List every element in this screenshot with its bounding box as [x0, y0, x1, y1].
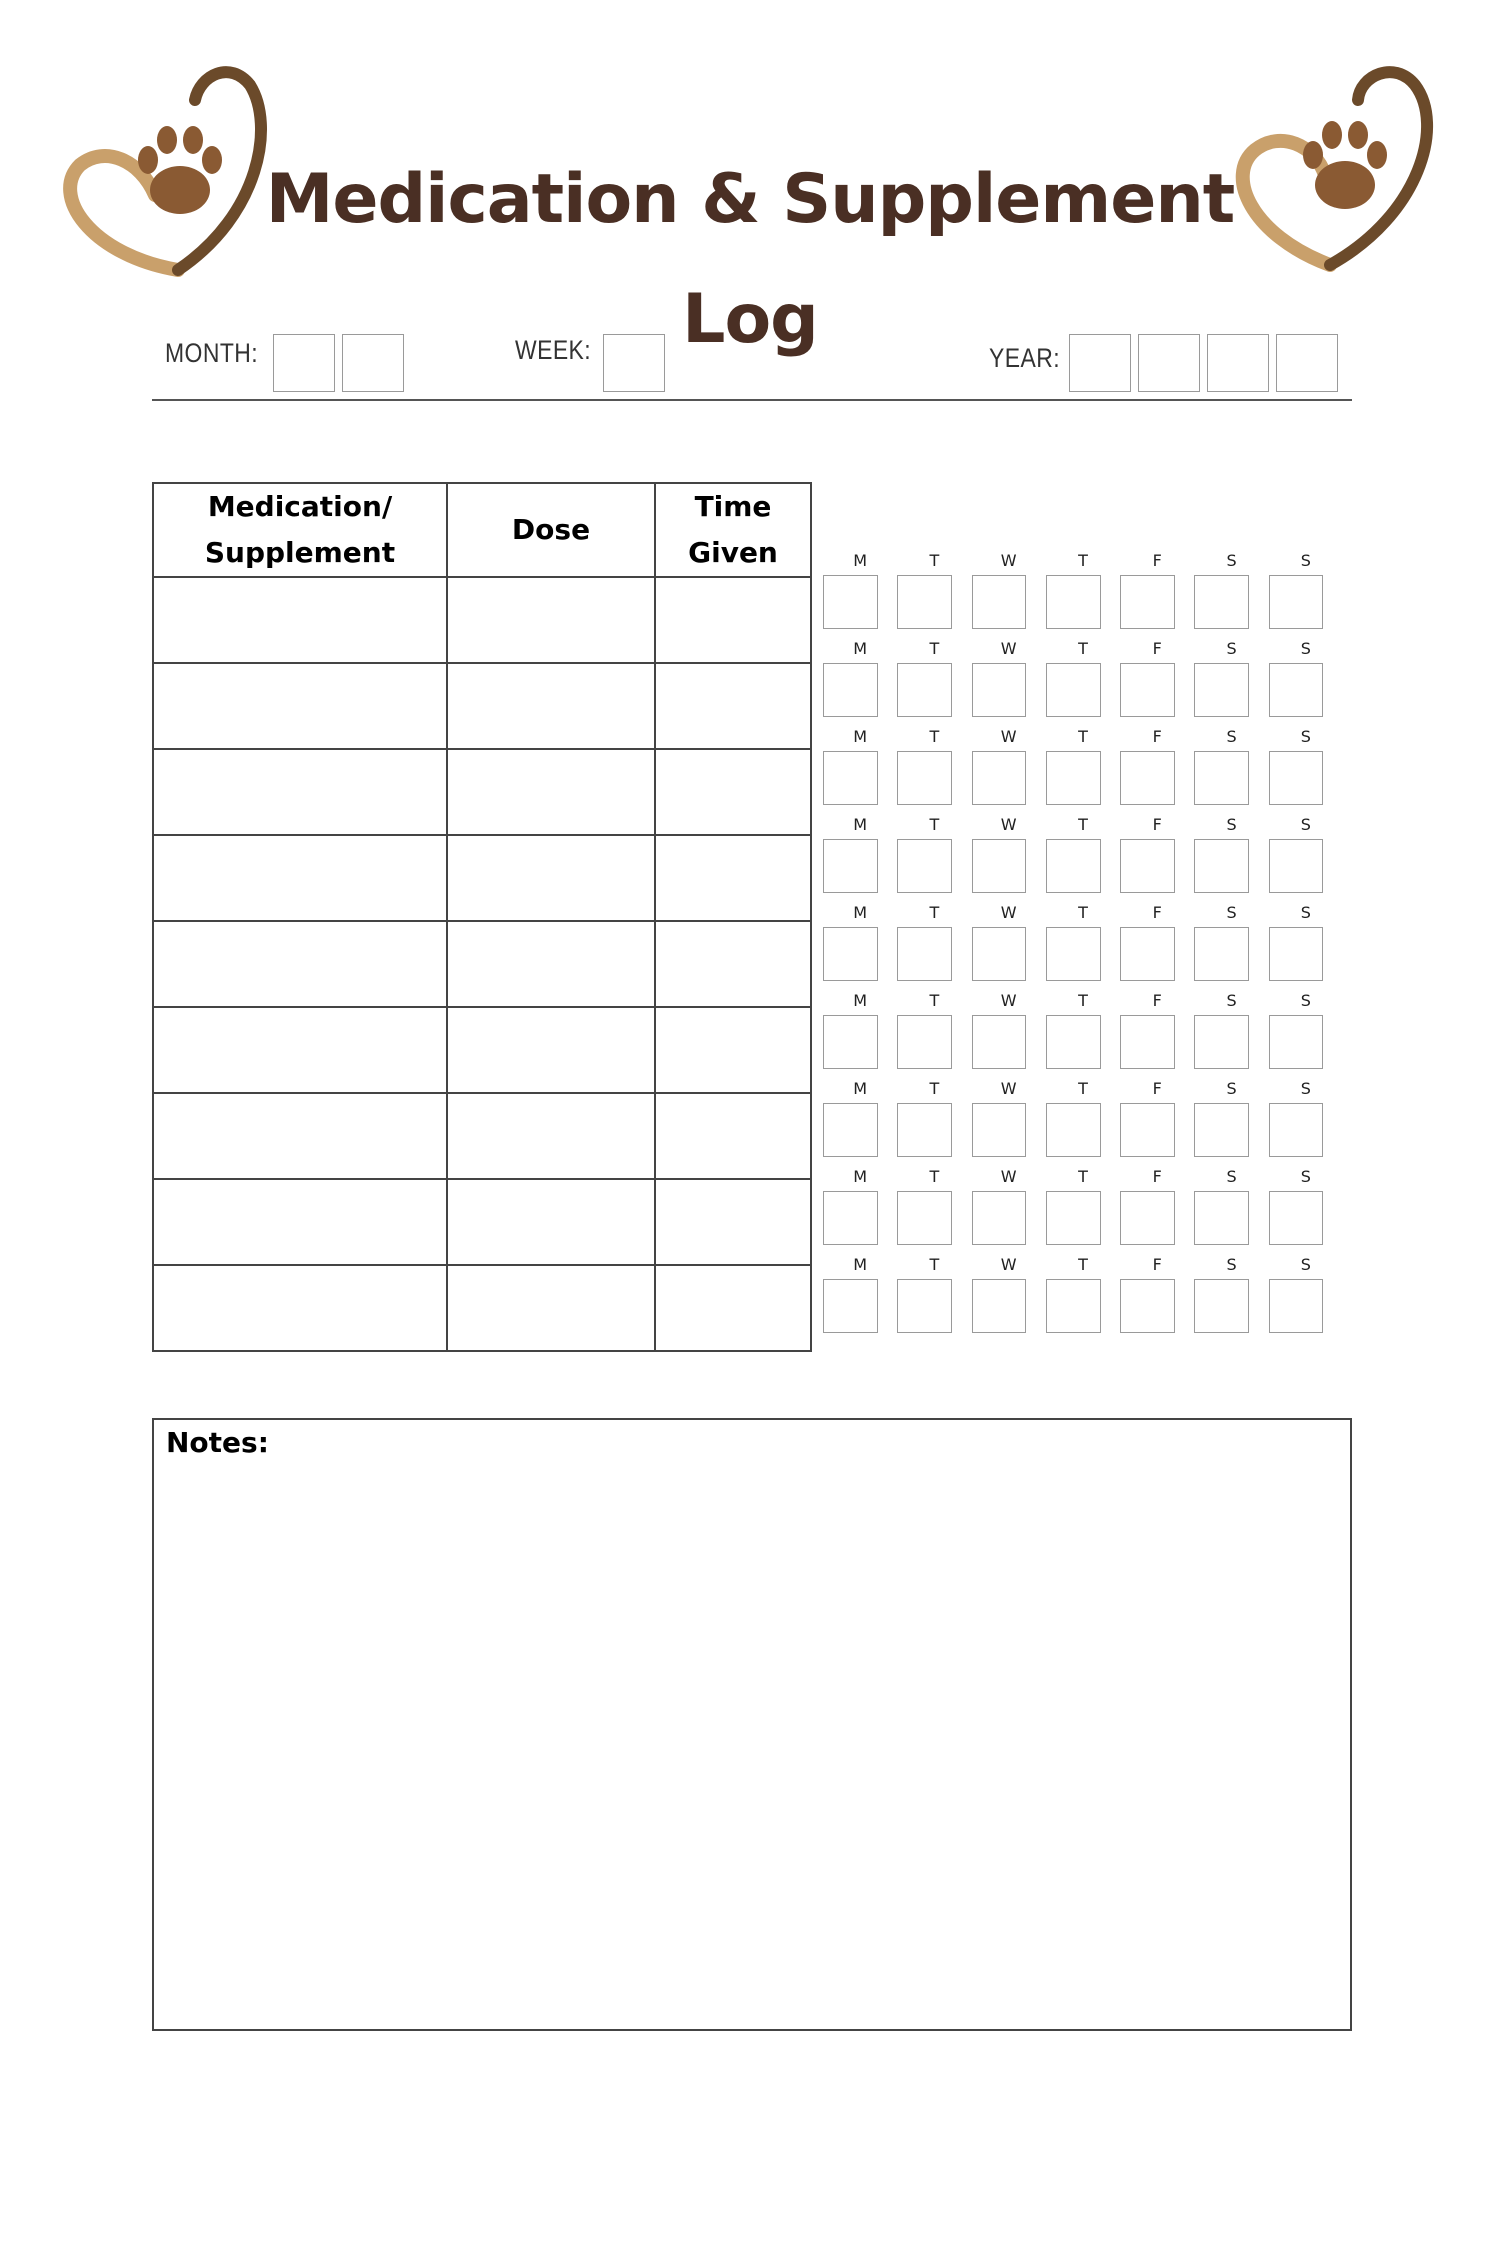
time-cell[interactable]	[655, 1179, 811, 1265]
dose-cell[interactable]	[447, 921, 655, 1007]
day-checkbox[interactable]	[1269, 1015, 1324, 1069]
day-checkbox[interactable]	[1194, 663, 1249, 717]
day-checkboxes	[823, 575, 1343, 631]
day-checkboxes	[823, 663, 1343, 719]
medication-cell[interactable]	[153, 1265, 447, 1351]
table-row	[153, 835, 811, 921]
day-letter: F	[1152, 1255, 1162, 1274]
day-checkbox[interactable]	[897, 1015, 952, 1069]
time-cell[interactable]	[655, 577, 811, 663]
day-checkbox[interactable]	[1269, 663, 1324, 717]
day-letter: M	[853, 639, 868, 658]
tracker-row	[823, 547, 1343, 635]
day-checkbox[interactable]	[1046, 1191, 1101, 1245]
day-checkbox[interactable]	[823, 663, 878, 717]
day-letters	[823, 1075, 1343, 1103]
year-box-3[interactable]	[1207, 334, 1269, 392]
day-checkbox[interactable]	[1046, 1279, 1101, 1333]
day-letter: S	[1300, 991, 1311, 1010]
header-medication-line1: Medication/	[207, 490, 393, 523]
table-row	[153, 921, 811, 1007]
day-letter: F	[1152, 991, 1162, 1010]
day-letter: S	[1300, 815, 1311, 834]
dose-cell[interactable]	[447, 1093, 655, 1179]
day-checkbox[interactable]	[823, 751, 878, 805]
day-checkbox[interactable]	[972, 1103, 1027, 1157]
day-letter: F	[1152, 1079, 1162, 1098]
day-letter: T	[1078, 991, 1088, 1010]
header-medication	[153, 483, 447, 577]
day-letter: T	[1078, 903, 1088, 922]
tracker-row	[823, 1075, 1343, 1163]
dose-cell[interactable]	[447, 835, 655, 921]
day-letter: W	[1000, 1167, 1017, 1186]
day-letters	[823, 547, 1343, 575]
header-medication-line2: Supplement	[204, 536, 396, 569]
day-checkbox[interactable]	[823, 1279, 878, 1333]
day-checkbox[interactable]	[972, 1191, 1027, 1245]
medication-cell[interactable]	[153, 1179, 447, 1265]
day-letters	[823, 1163, 1343, 1191]
medication-cell[interactable]	[153, 663, 447, 749]
day-letter: T	[1078, 1079, 1088, 1098]
time-cell[interactable]	[655, 1093, 811, 1179]
day-checkbox[interactable]	[972, 1279, 1027, 1333]
day-letter: M	[853, 1079, 868, 1098]
day-letters	[823, 811, 1343, 839]
day-checkbox[interactable]	[823, 575, 878, 629]
dose-cell[interactable]	[447, 1265, 655, 1351]
day-letter: T	[1078, 551, 1088, 570]
day-checkbox[interactable]	[1046, 1103, 1101, 1157]
medication-cell[interactable]	[153, 921, 447, 1007]
day-checkbox[interactable]	[972, 839, 1027, 893]
day-checkbox[interactable]	[1194, 1191, 1249, 1245]
day-letter: S	[1300, 1079, 1311, 1098]
day-letter: F	[1152, 815, 1162, 834]
day-letter: S	[1226, 991, 1237, 1010]
day-checkboxes	[823, 1103, 1343, 1159]
day-letter: S	[1226, 1255, 1237, 1274]
dose-cell[interactable]	[447, 663, 655, 749]
day-checkbox[interactable]	[823, 839, 878, 893]
day-checkbox[interactable]	[823, 927, 878, 981]
day-checkboxes	[823, 927, 1343, 983]
day-checkbox[interactable]	[1194, 1279, 1249, 1333]
day-checkbox[interactable]	[972, 575, 1027, 629]
notes-box[interactable]	[152, 1418, 1352, 2031]
year-box-1[interactable]	[1069, 334, 1131, 392]
page-title: Medication & Supplement Log	[265, 160, 1235, 359]
week-label: WEEK:	[515, 335, 592, 365]
day-letter: W	[1000, 1255, 1017, 1274]
time-cell[interactable]	[655, 1265, 811, 1351]
day-checkbox[interactable]	[897, 1103, 952, 1157]
day-letter: W	[1000, 1079, 1017, 1098]
day-checkbox[interactable]	[897, 1191, 952, 1245]
notes-label: Notes:	[166, 1426, 269, 1459]
year-label: YEAR:	[989, 343, 1061, 373]
day-letter: S	[1300, 639, 1311, 658]
day-checkbox[interactable]	[972, 1015, 1027, 1069]
day-letter: T	[929, 903, 940, 922]
tracker-row	[823, 1251, 1343, 1339]
day-checkbox[interactable]	[1046, 663, 1101, 717]
day-letter: W	[1000, 639, 1017, 658]
day-checkbox[interactable]	[897, 575, 952, 629]
day-letter: S	[1226, 727, 1237, 746]
table-row	[153, 1093, 811, 1179]
day-letter: S	[1300, 1255, 1311, 1274]
day-letters	[823, 723, 1343, 751]
day-checkbox[interactable]	[1194, 927, 1249, 981]
day-letters	[823, 899, 1343, 927]
day-letter: S	[1226, 551, 1237, 570]
day-checkbox[interactable]	[1269, 1191, 1324, 1245]
day-checkbox[interactable]	[1120, 575, 1175, 629]
time-cell[interactable]	[655, 835, 811, 921]
day-checkbox[interactable]	[897, 839, 952, 893]
table-row	[153, 577, 811, 663]
day-letter: S	[1226, 903, 1237, 922]
day-checkbox[interactable]	[823, 1191, 878, 1245]
day-checkbox[interactable]	[1120, 751, 1175, 805]
medication-cell[interactable]	[153, 577, 447, 663]
day-checkbox[interactable]	[1120, 1015, 1175, 1069]
header-divider	[152, 399, 1352, 401]
day-letters	[823, 635, 1343, 663]
day-checkbox[interactable]	[897, 751, 952, 805]
day-checkbox[interactable]	[972, 663, 1027, 717]
tracker-row	[823, 635, 1343, 723]
day-letter: T	[929, 815, 940, 834]
day-letter: M	[853, 815, 868, 834]
table-row	[153, 749, 811, 835]
table-row	[153, 1179, 811, 1265]
day-letter: S	[1226, 815, 1237, 834]
dose-cell[interactable]	[447, 577, 655, 663]
day-letter: M	[853, 727, 868, 746]
day-letter: T	[1078, 639, 1088, 658]
day-letter: M	[853, 1167, 868, 1186]
day-letter: M	[853, 1255, 868, 1274]
tracker-row	[823, 1163, 1343, 1251]
day-checkboxes	[823, 1279, 1343, 1335]
year-box-2[interactable]	[1138, 334, 1200, 392]
day-checkbox[interactable]	[1269, 1279, 1324, 1333]
tracker-row	[823, 723, 1343, 811]
day-letter: F	[1152, 551, 1162, 570]
day-checkbox[interactable]	[1269, 839, 1324, 893]
day-checkbox[interactable]	[897, 663, 952, 717]
day-letter: T	[929, 639, 940, 658]
day-letter: F	[1152, 903, 1162, 922]
tracker-row	[823, 811, 1343, 899]
tracker-row	[823, 899, 1343, 987]
header-dose-label: Dose	[511, 513, 591, 546]
day-letter: F	[1152, 727, 1162, 746]
medication-cell[interactable]	[153, 749, 447, 835]
day-checkbox[interactable]	[897, 1279, 952, 1333]
day-letter: T	[929, 991, 940, 1010]
tracker-row	[823, 987, 1343, 1075]
day-letter: S	[1300, 1167, 1311, 1186]
day-checkbox[interactable]	[1194, 751, 1249, 805]
day-letter: S	[1300, 727, 1311, 746]
day-checkbox[interactable]	[1194, 839, 1249, 893]
day-checkbox[interactable]	[1194, 1103, 1249, 1157]
month-label: MONTH:	[165, 338, 259, 368]
day-letter: T	[929, 1167, 940, 1186]
dose-cell[interactable]	[447, 1007, 655, 1093]
month-box-1[interactable]	[273, 334, 335, 392]
year-box-4[interactable]	[1276, 334, 1338, 392]
day-letter: T	[1078, 1255, 1088, 1274]
week-box[interactable]	[603, 334, 665, 392]
time-cell[interactable]	[655, 921, 811, 1007]
day-checkbox[interactable]	[1194, 1015, 1249, 1069]
day-checkbox[interactable]	[1194, 575, 1249, 629]
day-checkboxes	[823, 751, 1343, 807]
day-checkbox[interactable]	[1046, 839, 1101, 893]
day-letter: T	[929, 1079, 940, 1098]
day-checkbox[interactable]	[1120, 1191, 1175, 1245]
day-checkbox[interactable]	[972, 751, 1027, 805]
medication-cell[interactable]	[153, 1093, 447, 1179]
day-checkbox[interactable]	[1046, 1015, 1101, 1069]
day-letter: W	[1000, 551, 1017, 570]
day-checkbox[interactable]	[1120, 663, 1175, 717]
day-letter: F	[1152, 1167, 1162, 1186]
day-checkbox[interactable]	[897, 927, 952, 981]
time-cell[interactable]	[655, 663, 811, 749]
day-checkbox[interactable]	[823, 1103, 878, 1157]
day-checkbox[interactable]	[823, 1015, 878, 1069]
day-checkbox[interactable]	[1046, 575, 1101, 629]
day-checkbox[interactable]	[1120, 927, 1175, 981]
header-time-line2: Given	[688, 536, 778, 569]
day-checkbox[interactable]	[1120, 1279, 1175, 1333]
table-row	[153, 1265, 811, 1351]
weekly-tracker	[823, 547, 1343, 1339]
day-checkbox[interactable]	[1046, 927, 1101, 981]
day-letters	[823, 987, 1343, 1015]
dose-cell[interactable]	[447, 1179, 655, 1265]
medication-cell[interactable]	[153, 1007, 447, 1093]
paw-heart-icon	[1230, 65, 1440, 280]
day-letter: M	[853, 991, 868, 1010]
day-checkboxes	[823, 1015, 1343, 1071]
day-checkbox[interactable]	[1046, 751, 1101, 805]
day-checkbox[interactable]	[1269, 927, 1324, 981]
day-letter: W	[1000, 991, 1017, 1010]
day-checkboxes	[823, 1191, 1343, 1247]
day-checkbox[interactable]	[1269, 1103, 1324, 1157]
table-row	[153, 663, 811, 749]
day-letter: S	[1300, 903, 1311, 922]
header-dose	[447, 483, 655, 577]
day-checkbox[interactable]	[1269, 751, 1324, 805]
day-checkbox[interactable]	[1120, 839, 1175, 893]
time-cell[interactable]	[655, 1007, 811, 1093]
day-letter: W	[1000, 815, 1017, 834]
day-letter: M	[853, 551, 868, 570]
day-letter: S	[1226, 1079, 1237, 1098]
time-cell[interactable]	[655, 749, 811, 835]
day-letter: T	[929, 1255, 940, 1274]
day-letters	[823, 1251, 1343, 1279]
header-time-given	[655, 483, 811, 577]
day-letter: S	[1300, 551, 1311, 570]
day-checkbox[interactable]	[1120, 1103, 1175, 1157]
day-letter: T	[1078, 1167, 1088, 1186]
paw-heart-icon	[60, 65, 270, 280]
day-letter: S	[1226, 639, 1237, 658]
day-letter: F	[1152, 639, 1162, 658]
day-letter: T	[929, 727, 940, 746]
month-box-2[interactable]	[342, 334, 404, 392]
dose-cell[interactable]	[447, 749, 655, 835]
medication-cell[interactable]	[153, 835, 447, 921]
day-letter: T	[1078, 727, 1088, 746]
day-letter: T	[929, 551, 940, 570]
header-time-line1: Time	[694, 490, 772, 523]
day-checkboxes	[823, 839, 1343, 895]
day-letter: T	[1078, 815, 1088, 834]
day-letter: S	[1226, 1167, 1237, 1186]
day-letter: M	[853, 903, 868, 922]
table-row	[153, 1007, 811, 1093]
medication-table	[152, 482, 812, 1352]
day-letter: W	[1000, 903, 1017, 922]
day-checkbox[interactable]	[1269, 575, 1324, 629]
day-checkbox[interactable]	[972, 927, 1027, 981]
day-letter: W	[1000, 727, 1017, 746]
